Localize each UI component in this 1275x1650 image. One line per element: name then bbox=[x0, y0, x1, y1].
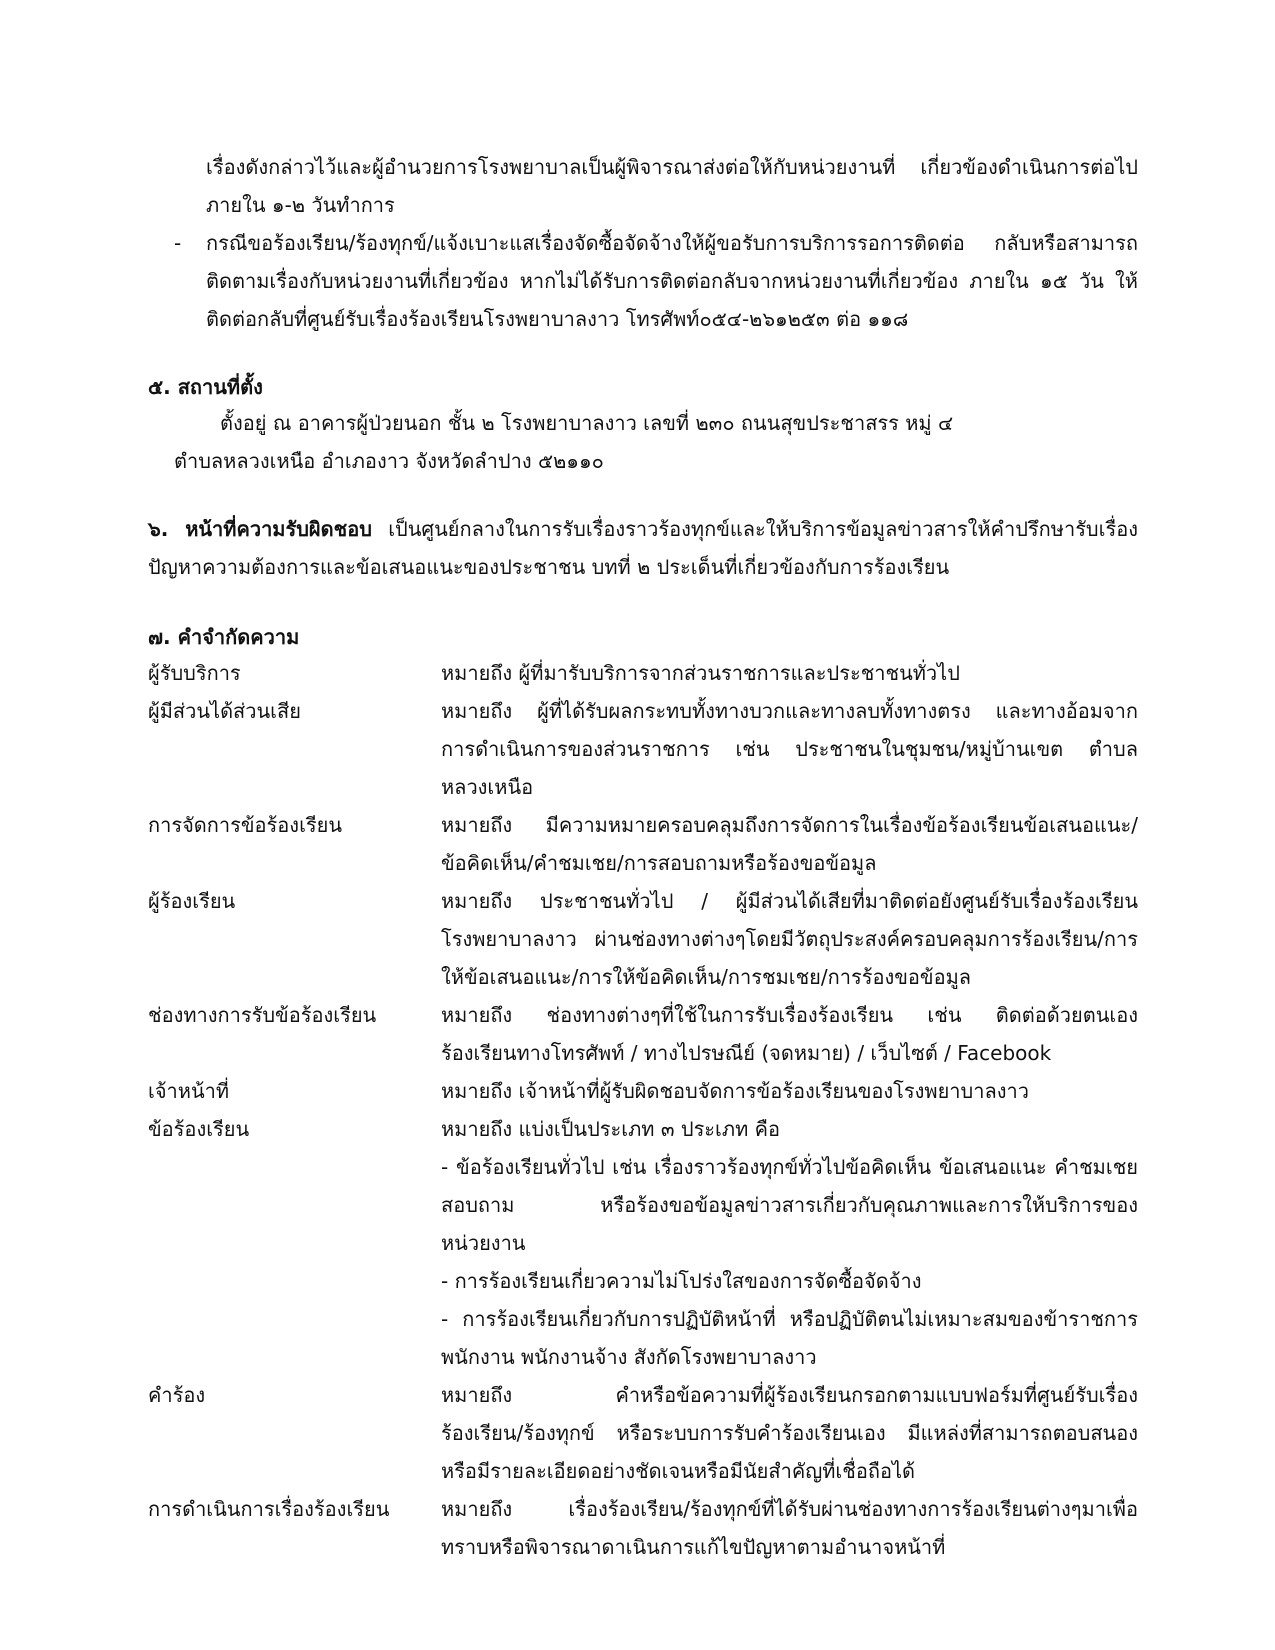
definition-line: หมายถึง เรื่องร้องเรียน/ร้องทุกข์ที่ได้รับผ่านช่องทางการร้องเรียนต่างๆมาเพื่อ bbox=[441, 1497, 1138, 1521]
definition-line: ข้อคิดเห็น/คำชมเชย/การสอบถามหรือร้องขอข้อมูล bbox=[441, 851, 877, 875]
definition-term: การจัดการข้อร้องเรียน bbox=[148, 813, 343, 837]
section4-line-2: ภายใน ๑-๒ วันทำการ bbox=[206, 193, 395, 217]
section6-line-2: ปัญหาความต้องการและข้อเสนอแนะของประชาชน บทที่ ๒ ประเด็นที่เกี่ยวข้องกับการร้องเรียน bbox=[148, 555, 950, 579]
section6-heading: ๖. หน้าที่ความรับผิดชอบ bbox=[148, 517, 372, 541]
definition-line: พนักงาน พนักงานจ้าง สังกัดโรงพยาบาลงาว bbox=[441, 1345, 817, 1369]
definition-term: ช่องทางการรับข้อร้องเรียน bbox=[148, 1003, 377, 1027]
definition-line: หมายถึง เจ้าหน้าที่ผู้รับผิดชอบจัดการข้อร้องเรียนของโรงพยาบาลงาว bbox=[441, 1079, 1029, 1103]
bullet-dash: - bbox=[174, 231, 182, 255]
definition-line: หมายถึง ผู้ที่ได้รับผลกระทบทั้งทางบวกและทางลบทั้งทางตรง และทางอ้อมจาก bbox=[441, 699, 1138, 723]
definition-term: คำร้อง bbox=[148, 1383, 206, 1407]
definition-term: ข้อร้องเรียน bbox=[148, 1117, 250, 1141]
section6-line-1 bbox=[148, 510, 1138, 548]
definition-term: ผู้รับบริการ bbox=[148, 661, 241, 685]
section4-line-1: เรื่องดังกล่าวไว้และผู้อำนวยการโรงพยาบาลเป็นผู้พิจารณาส่งต่อให้กับหน่วยงานที่ เกี่ยวข้องดำเนินการต่อไป bbox=[206, 155, 1138, 179]
definition-term: ผู้มีส่วนได้ส่วนเสีย bbox=[148, 699, 301, 723]
section6-text: เป็นศูนย์กลางในการรับเรื่องราวร้องทุกข์และให้บริการข้อมูลข่าวสารให้คำปรึกษารับเรื่อง bbox=[371, 517, 1138, 541]
definition-term: เจ้าหน้าที่ bbox=[148, 1079, 230, 1103]
definition-line: - ข้อร้องเรียนทั่วไป เช่น เรื่องราวร้องทุกข์ทั่วไปข้อคิดเห็น ข้อเสนอแนะ คำชมเชย bbox=[441, 1155, 1138, 1179]
definition-line: สอบถาม หรือร้องขอข้อมูลข่าวสารเกี่ยวกับคุณภาพและการให้บริการของ bbox=[441, 1193, 1138, 1217]
bullet-line-2: ติดตามเรื่องกับหน่วยงานที่เกี่ยวข้อง หากไม่ได้รับการติดต่อกลับจากหน่วยงานที่เกี่ยวข้อง ภายใน ๑๕ วัน ให้ bbox=[206, 269, 1138, 293]
definition-line: ร้องเรียน/ร้องทุกข์ หรือระบบการรับคำร้องเรียนเอง มีแหล่งที่สามารถตอบสนอง bbox=[441, 1421, 1138, 1445]
definition-line: หลวงเหนือ bbox=[441, 775, 534, 799]
definition-line: หมายถึง มีความหมายครอบคลุมถึงการจัดการในเรื่องข้อร้องเรียนข้อเสนอแนะ/ bbox=[441, 813, 1138, 837]
definition-line: หรือมีรายละเอียดอย่างชัดเจนหรือมีนัยสำคัญที่เชื่อถือได้ bbox=[441, 1459, 916, 1483]
section5-heading: ๕. สถานที่ตั้ง bbox=[148, 375, 263, 399]
definition-line: หมายถึง คำหรือข้อความที่ผู้ร้องเรียนกรอกตามแบบฟอร์มที่ศูนย์รับเรื่อง bbox=[441, 1383, 1138, 1407]
definition-line: - การร้องเรียนเกี่ยวกับการปฏิบัติหน้าที่ หรือปฏิบัติตนไม่เหมาะสมของข้าราชการ bbox=[441, 1307, 1138, 1331]
definition-line: หมายถึง ประชาชนทั่วไป / ผู้มีส่วนได้เสียที่มาติดต่อยังศูนย์รับเรื่องร้องเรียน bbox=[441, 889, 1138, 913]
section7-heading: ๗. คำจำกัดความ bbox=[148, 625, 300, 649]
definition-line: ร้องเรียนทางโทรศัพท์ / ทางไปรษณีย์ (จดหมาย) / เว็บไซต์ / Facebook bbox=[441, 1041, 1052, 1065]
definition-line: หมายถึง ผู้ที่มารับบริการจากส่วนราชการและประชาชนทั่วไป bbox=[441, 661, 960, 685]
section5-line-2: ตำบลหลวงเหนือ อำเภองาว จังหวัดลำปาง ๕๒๑๑๐ bbox=[174, 449, 604, 473]
definition-line: หมายถึง แบ่งเป็นประเภท ๓ ประเภท คือ bbox=[441, 1117, 781, 1141]
bullet-line-3: ติดต่อกลับที่ศูนย์รับเรื่องร้องเรียนโรงพยาบาลงาว โทรศัพท์๐๕๔-๒๖๑๒๕๓ ต่อ ๑๑๘ bbox=[206, 307, 909, 331]
definition-line: หน่วยงาน bbox=[441, 1231, 526, 1255]
bullet-line-1: กรณีขอร้องเรียน/ร้องทุกข์/แจ้งเบาะแสเรื่องจัดซื้อจัดจ้างให้ผู้ขอรับการบริการรอการติดต่อ กลับหรือสามารถ bbox=[206, 231, 1138, 255]
definition-line: หมายถึง ช่องทางต่างๆที่ใช้ในการรับเรื่องร้องเรียน เช่น ติดต่อด้วยตนเอง bbox=[441, 1003, 1138, 1027]
definition-line: ให้ข้อเสนอแนะ/การให้ข้อคิดเห็น/การชมเชย/การร้องขอข้อมูล bbox=[441, 965, 972, 989]
definition-line: โรงพยาบาลงาว ผ่านช่องทางต่างๆโดยมีวัตถุประสงค์ครอบคลุมการร้องเรียน/การ bbox=[441, 927, 1138, 951]
definition-term: ผู้ร้องเรียน bbox=[148, 889, 236, 913]
section5-line-1: ตั้งอยู่ ณ อาคารผู้ป่วยนอก ชั้น ๒ โรงพยาบาลงาว เลขที่ ๒๓๐ ถนนสุขประชาสรร หมู่ ๔ bbox=[220, 411, 954, 435]
definition-line: การดำเนินการของส่วนราชการ เช่น ประชาชนในชุมชน/หมู่บ้านเขต ตำบล bbox=[441, 737, 1138, 761]
definition-line: - การร้องเรียนเกี่ยวความไม่โปร่งใสของการจัดซื้อจัดจ้าง bbox=[441, 1269, 922, 1293]
definition-line: ทราบหรือพิจารณาดาเนินการแก้ไขปัญหาตามอำนาจหน้าที่ bbox=[441, 1535, 946, 1559]
definition-term: การดำเนินการเรื่องร้องเรียน bbox=[148, 1497, 390, 1521]
